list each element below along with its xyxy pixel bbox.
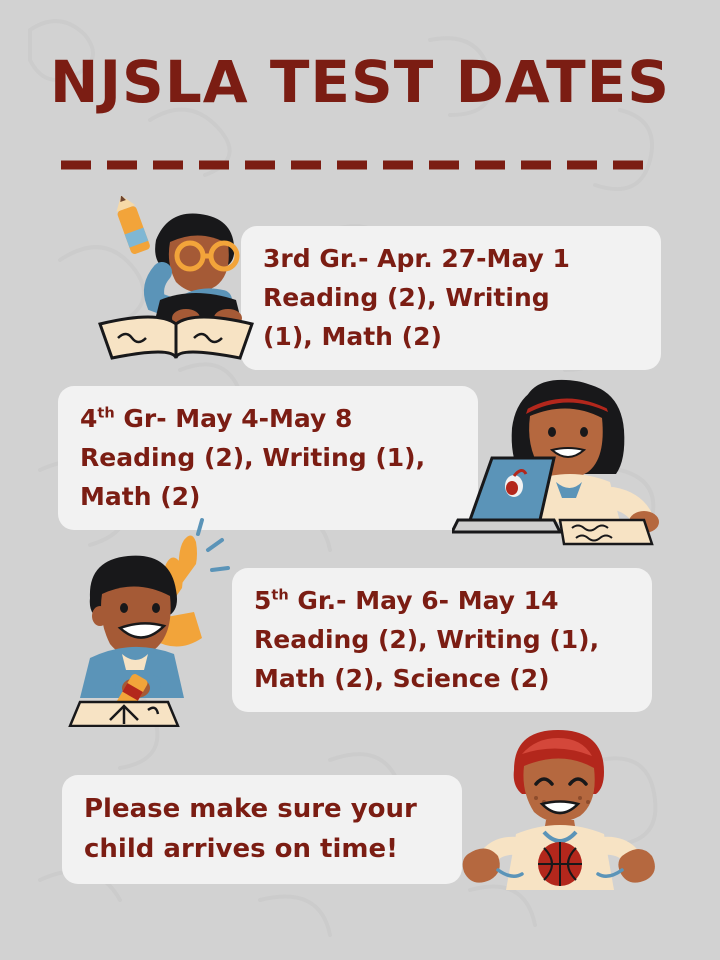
dashed-divider bbox=[58, 160, 662, 170]
cheering-child-illustration bbox=[440, 718, 680, 903]
grade-5-superscript: th bbox=[271, 587, 289, 604]
boy-coloring-with-crayon-illustration bbox=[62, 512, 272, 727]
arrival-note-line-2: child arrives on time! bbox=[84, 834, 398, 865]
boy-writing-in-book-illustration bbox=[78, 196, 278, 366]
grade-4-line-1-rest: Gr- May 4-May 8 bbox=[114, 404, 353, 433]
page-title: NJSLA TEST DATES bbox=[49, 48, 671, 116]
arrival-note-card bbox=[62, 775, 462, 884]
grade-4-line-1: 4th Gr- May 4-May 8 bbox=[80, 404, 353, 433]
grade-5-line-2: Reading (2), Writing (1), bbox=[254, 624, 600, 654]
grade-4-card bbox=[58, 386, 478, 530]
arrival-note-line-1: Please make sure your bbox=[84, 794, 417, 824]
grade-3-line-3: (1), Math (2) bbox=[263, 321, 442, 351]
grade-4-line-3: Math (2) bbox=[80, 481, 201, 511]
grade-3-card bbox=[241, 226, 661, 370]
grade-4-superscript: th bbox=[97, 405, 115, 422]
grade-5-line-3: Math (2), Science (2) bbox=[254, 663, 550, 693]
grade-5-card bbox=[232, 568, 652, 712]
grade-5-line-1: 5th Gr.- May 6- May 14 bbox=[254, 586, 559, 615]
grade-4-line-2: Reading (2), Writing (1), bbox=[80, 442, 426, 472]
girl-at-laptop-illustration bbox=[452, 370, 682, 555]
grade-3-line-2: Reading (2), Writing bbox=[263, 282, 550, 312]
grade-3-line-1: 3rd Gr.- Apr. 27-May 1 bbox=[263, 244, 570, 273]
grade-5-line-1-rest: Gr.- May 6- May 14 bbox=[288, 586, 559, 615]
